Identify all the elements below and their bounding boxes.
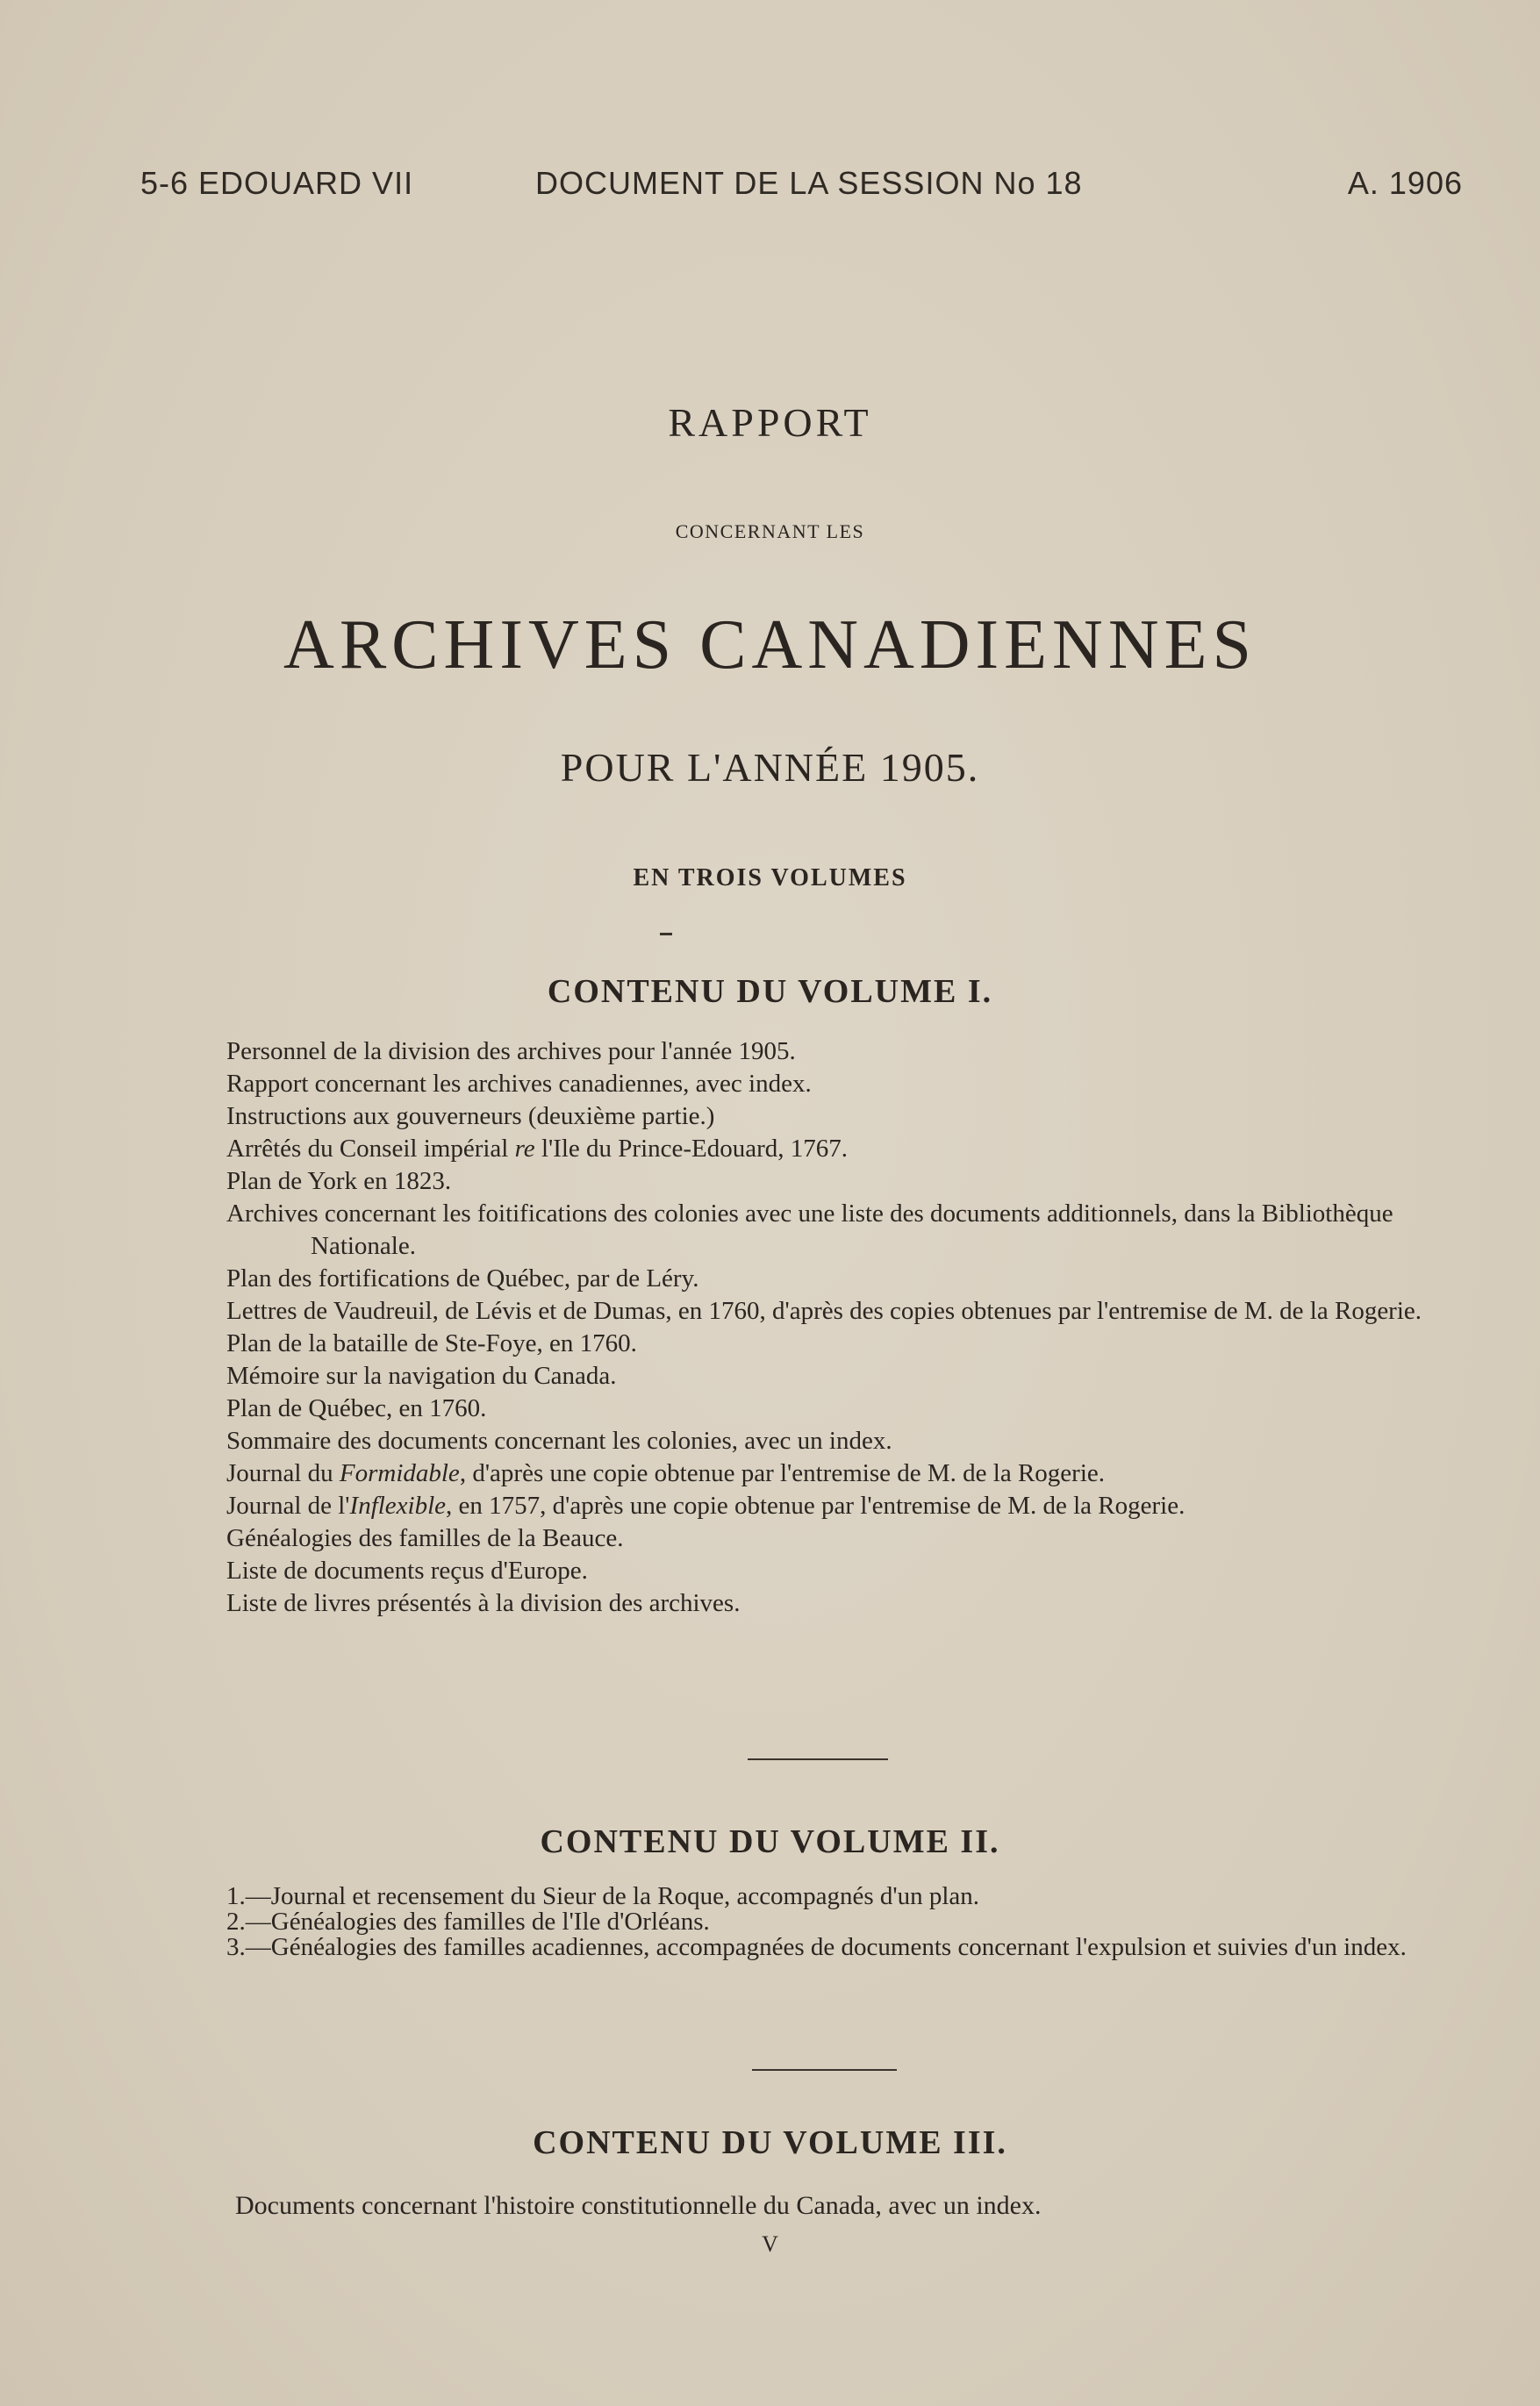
header-center: DOCUMENT DE LA SESSION No 18 [535, 165, 1083, 201]
list-item: Rapport concernant les archives canadiennes, avec index. [226, 1070, 812, 1098]
volume2-heading: CONTENU DU VOLUME II. [540, 1823, 1000, 1860]
list-item: Archives concernant les foitifications des colonies avec une liste des documents additionnels, dans la Bibliothèque Nationale. [226, 1199, 1393, 1260]
page-number: V [762, 2231, 778, 2257]
divider-dash [660, 933, 672, 935]
list-item: Journal du Formidable, d'après une copie obtenue par l'entremise de M. de la Rogerie. [226, 1459, 1105, 1487]
list-item: Liste de livres présentés à la division des archives. [226, 1589, 741, 1617]
list-item: Arrêtés du Conseil impérial re l'Ile du Prince-Edouard, 1767. [226, 1135, 849, 1163]
list-item: 2.—Généalogies des familles de l'Ile d'Orléans. [226, 1908, 710, 1936]
list-item: Liste de documents reçus d'Europe. [226, 1557, 588, 1585]
volume3-heading: CONTENU DU VOLUME III. [533, 2124, 1007, 2161]
header-right: A. 1906 [1347, 165, 1463, 201]
section-divider [748, 1758, 888, 1760]
list-item: Mémoire sur la navigation du Canada. [226, 1362, 617, 1390]
header-left: 5-6 EDOUARD VII [140, 165, 414, 201]
list-item: Lettres de Vaudreuil, de Lévis et de Dumas, en 1760, d'après des copies obtenues par l'entremise de M. de la Rogerie. [226, 1297, 1422, 1325]
title-year: POUR L'ANNÉE 1905. [560, 745, 980, 790]
title-concernant: CONCERNANT LES [675, 520, 865, 542]
list-item: Journal de l'Inflexible, en 1757, d'après une copie obtenue par l'entremise de M. de la Rogerie. [226, 1492, 1185, 1520]
title-rapport: RAPPORT [668, 400, 872, 445]
list-item: Sommaire des documents concernant les colonies, avec un index. [226, 1427, 892, 1455]
title-volumes: EN TROIS VOLUMES [633, 864, 907, 892]
list-item: Généalogies des familles de la Beauce. [226, 1524, 624, 1552]
list-item: Instructions aux gouverneurs (deuxième partie.) [226, 1102, 715, 1130]
list-item: 3.—Généalogies des familles acadiennes, accompagnées de documents concernant l'expulsion et suivies d'un index. [226, 1933, 1407, 1961]
list-item: 1.—Journal et recensement du Sieur de la Roque, accompagnés d'un plan. [226, 1882, 980, 1910]
list-item: Plan de York en 1823. [226, 1167, 452, 1195]
list-item: Plan de Québec, en 1760. [226, 1394, 487, 1422]
section-divider [752, 2069, 897, 2071]
list-item: Plan de la bataille de Ste-Foye, en 1760. [226, 1329, 637, 1357]
volume1-heading: CONTENU DU VOLUME I. [547, 973, 993, 1010]
volume1-list [226, 1035, 1490, 1620]
list-item: Plan des fortifications de Québec, par de Léry. [226, 1264, 699, 1293]
volume2-list [226, 1882, 1490, 1961]
volume3-text: Documents concernant l'histoire constitutionnelle du Canada, avec un index. [235, 2191, 1042, 2220]
title-archives: ARCHIVES CANADIENNES [283, 606, 1257, 684]
list-item: Personnel de la division des archives pour l'année 1905. [226, 1037, 796, 1065]
